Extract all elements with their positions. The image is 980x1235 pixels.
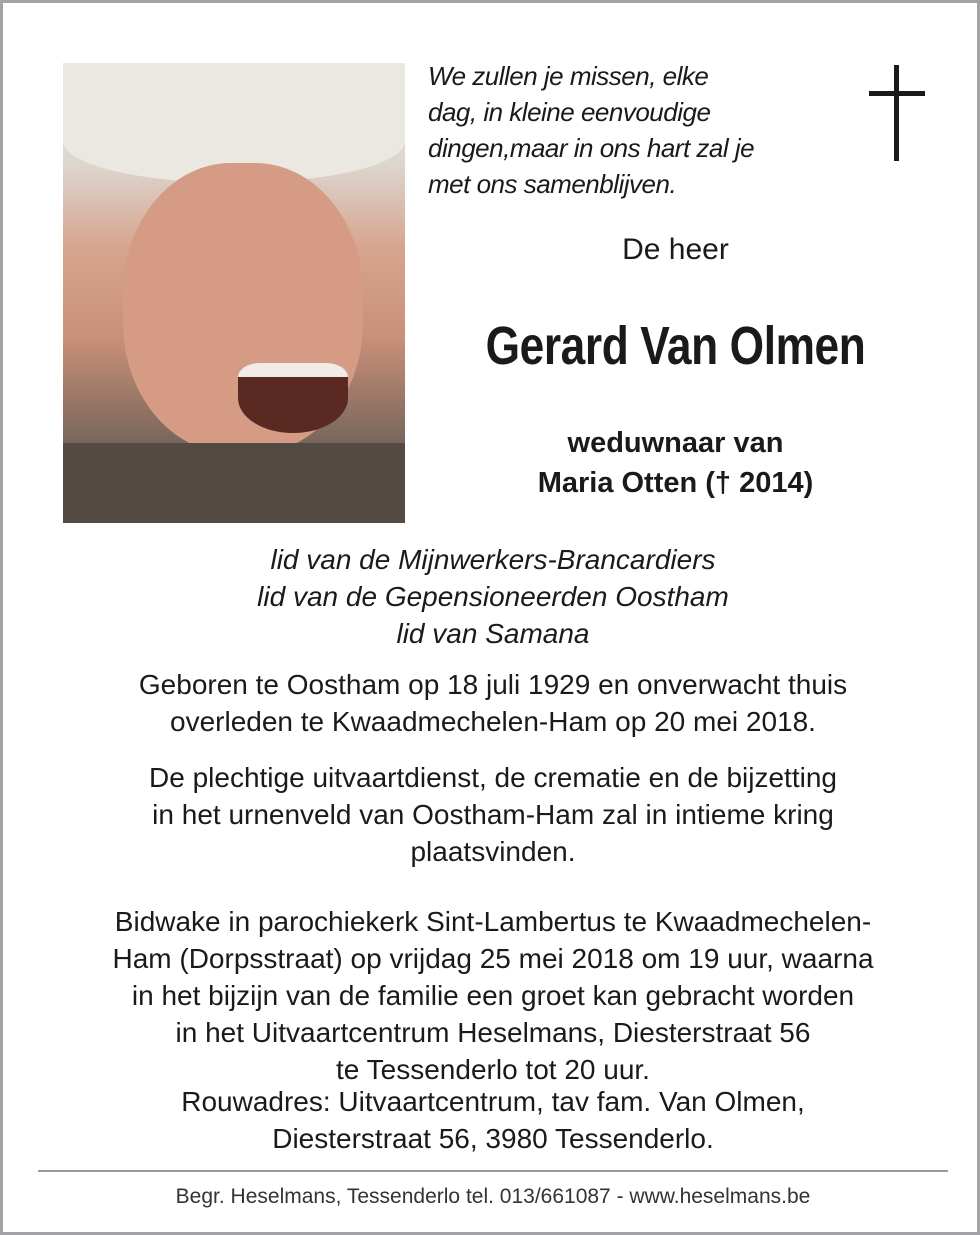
death-notice — [3, 3, 977, 1232]
quote-line: dag, in kleine eenvoudige — [428, 97, 711, 127]
text-line: Diesterstraat 56, 3980 Tessenderlo. — [272, 1123, 714, 1154]
spouse-name: Maria Otten († 2014) — [537, 467, 814, 499]
text-line: overleden te Kwaadmechelen-Ham op 20 mei 2018. — [170, 706, 816, 737]
footer-funeral-home: Begr. Heselmans, Tessenderlo tel. 013/661087 - www.heselmans.be — [175, 1185, 811, 1208]
mourning-address — [23, 1083, 963, 1157]
funeral-service-info — [23, 759, 963, 870]
quote-line: We zullen je missen, elke — [428, 61, 709, 91]
wake-info — [23, 903, 963, 1088]
quote-line: dingen,maar in ons hart zal je — [428, 133, 755, 163]
memberships — [23, 541, 963, 652]
birth-death-info — [23, 666, 963, 740]
membership: lid van de Gepensioneerden Oostham — [257, 581, 729, 612]
cross-icon — [869, 65, 925, 161]
honorific: De heer — [622, 233, 729, 266]
widower-of — [423, 423, 928, 503]
text-line: in het bijzijn van de familie een groet kan gebracht worden — [131, 980, 855, 1011]
membership: lid van de Mijnwerkers-Brancardiers — [270, 544, 716, 575]
membership: lid van Samana — [396, 618, 590, 649]
text-line: in het Uitvaartcentrum Heselmans, Diesterstraat 56 — [175, 1017, 811, 1048]
text-line: in het urnenveld van Oostham-Ham zal in intieme kring — [152, 799, 834, 830]
text-line: te Tessenderlo tot 20 uur. — [336, 1054, 650, 1085]
text-line: Ham (Dorpsstraat) op vrijdag 25 mei 2018 om 19 uur, waarna — [112, 943, 874, 974]
memorial-quote — [428, 58, 754, 202]
text-line: Geboren te Oostham op 18 juli 1929 en onverwacht thuis — [138, 669, 848, 700]
text-line: Bidwake in parochiekerk Sint-Lambertus te Kwaadmechelen- — [114, 906, 872, 937]
text-line: plaatsvinden. — [410, 836, 576, 867]
quote-line: met ons samenblijven. — [428, 169, 677, 199]
text-line: Rouwadres: Uitvaartcentrum, tav fam. Van Olmen, — [181, 1086, 805, 1117]
widower-line: weduwnaar van — [567, 427, 784, 459]
text-line: De plechtige uitvaartdienst, de crematie en de bijzetting — [149, 762, 837, 793]
divider — [38, 1170, 948, 1172]
deceased-name: Gerard Van Olmen — [485, 316, 866, 376]
portrait-photo — [63, 63, 405, 523]
